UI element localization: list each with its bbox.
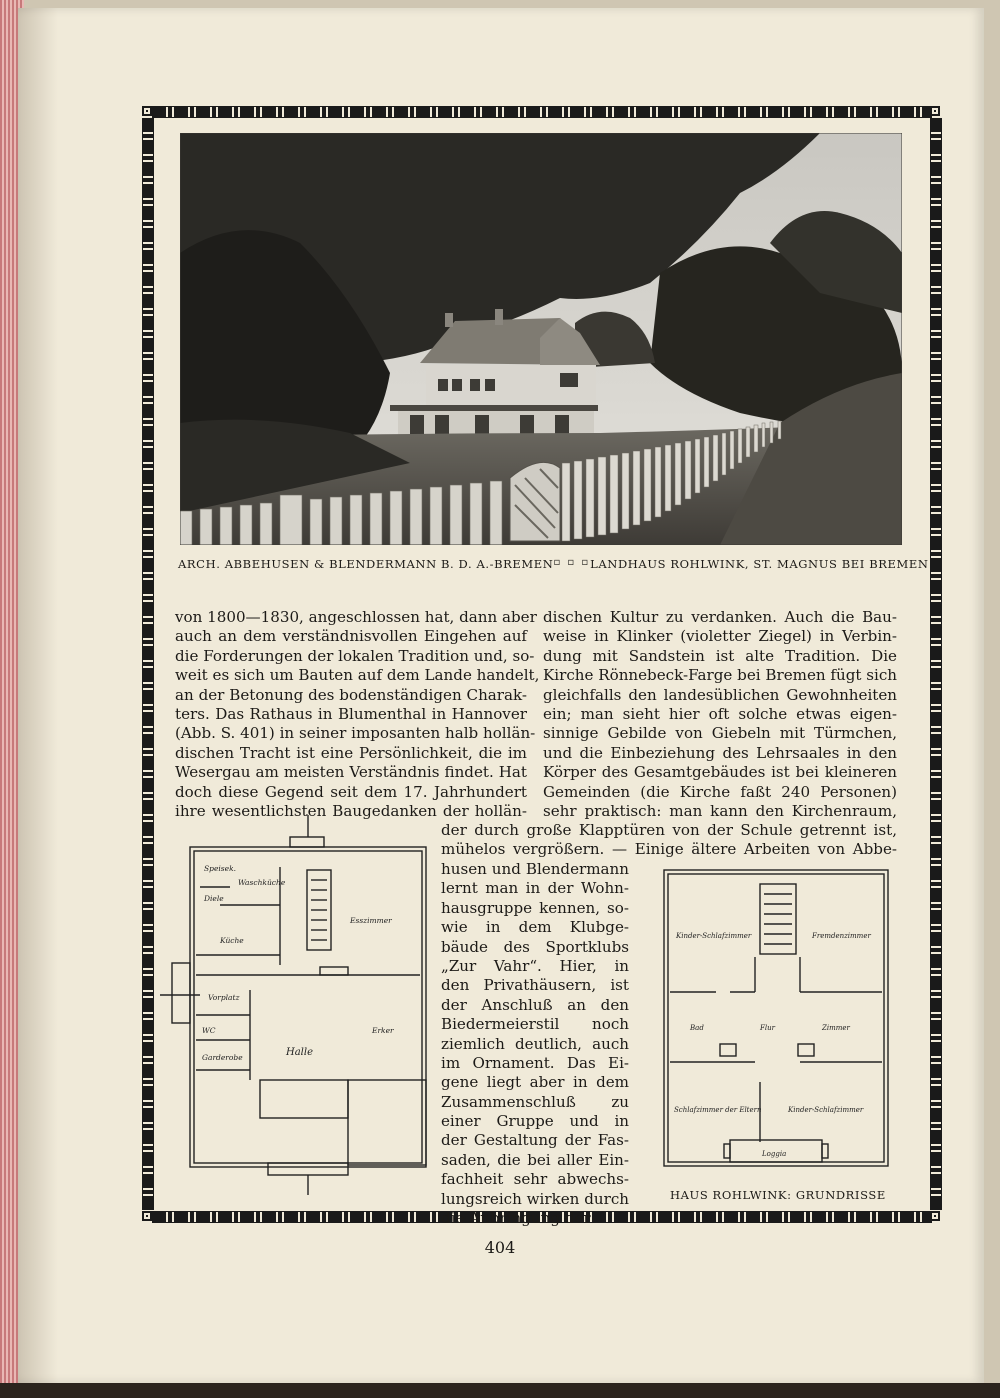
- frame-corner-ornament: [930, 1211, 940, 1221]
- text-line: ters. Das Rathaus in Blumenthal in Hannover: [175, 704, 527, 723]
- page-number: 404: [484, 1238, 516, 1257]
- text-column-right: [543, 608, 897, 821]
- caption-separator: ▫ ▫ ▫: [553, 557, 591, 568]
- plan-room-label: Kinder-Schlafzimmer: [676, 932, 752, 940]
- text-line: mühelos vergrößern. — Einige ältere Arbeiten von Abbe-: [441, 840, 897, 859]
- plan-room-label: Speisek.: [204, 864, 236, 873]
- frame-right-border: [930, 118, 942, 1210]
- text-line: weit es sich um Bauten auf dem Lande handelt,: [175, 666, 540, 685]
- ground-floor-plan: [160, 815, 435, 1195]
- frame-corner-ornament: [142, 1211, 152, 1221]
- plan-room-label: WC: [202, 1026, 216, 1035]
- plan-room-label: Esszimmer: [350, 916, 392, 925]
- plan-room-label: Kinder-Schlafzimmer: [788, 1106, 864, 1114]
- text-line: ziemlich deutlich, auch: [441, 1034, 629, 1053]
- frame-corner-ornament: [930, 106, 940, 116]
- house-photo-image: [180, 133, 902, 545]
- text-line: von 1800—1830, angeschlossen hat, dann aber: [175, 608, 537, 626]
- text-line: saden, die bei aller Ein-: [441, 1150, 629, 1169]
- text-line: der durch große Klapptüren von der Schule getrennt ist,: [441, 821, 897, 839]
- text-line: doch diese Gegend seit dem 17. Jahrhundert: [175, 782, 527, 801]
- text-line: hausgruppe kennen, so-: [441, 898, 629, 917]
- text-line: gene liegt aber in dem: [441, 1073, 629, 1092]
- text-line: Zusammenschluß zu: [441, 1092, 629, 1111]
- text-line: husen und Blendermann: [441, 860, 629, 878]
- text-line: die Anbringung der: [441, 1209, 591, 1228]
- text-line: (Abb. S. 401) in seiner imposanten halb hollän-: [175, 724, 536, 743]
- text-line: lungsreich wirken durch: [441, 1189, 629, 1208]
- caption-building: LANDHAUS ROHLWINK, ST. MAGNUS BEI BREMEN: [590, 557, 929, 571]
- text-column-middle: [441, 860, 629, 1228]
- plan-room-label: Flur: [760, 1024, 775, 1032]
- plan-room-label: Fremdenzimmer: [812, 932, 871, 940]
- text-line: „Zur Vahr“. Hier, in: [441, 956, 629, 975]
- spine-shadow: [18, 8, 58, 1383]
- landhaus-photograph: [180, 133, 902, 545]
- plan-room-label: Vorplatz: [208, 993, 240, 1002]
- text-line: an der Betonung des bodenständigen Charak-: [175, 685, 527, 704]
- frame-corner-ornament: [142, 106, 152, 116]
- plan-room-label: Diele: [204, 894, 224, 903]
- caption-architect: ARCH. ABBEHUSEN & BLENDERMANN B. D. A.-BREMEN: [178, 557, 554, 571]
- text-line: die Forderungen der lokalen Tradition und, so-: [175, 646, 535, 665]
- plan-room-label: Küche: [220, 936, 244, 945]
- text-line: dung mit Sandstein ist alte Tradition. Die: [543, 646, 897, 665]
- plan-room-label: Halle: [286, 1047, 313, 1058]
- frame-top-border: [152, 106, 932, 118]
- text-line: Kirche Rönnebeck-Farge bei Bremen fügt sich: [543, 666, 897, 685]
- frame-left-border: [142, 118, 154, 1210]
- plan-room-label: Erker: [372, 1026, 394, 1035]
- text-line: den Privathäusern, ist: [441, 976, 629, 995]
- text-line: bäude des Sportklubs: [441, 937, 629, 956]
- text-wide-lines: [441, 821, 897, 860]
- text-line: sehr praktisch: man kann den Kirchenraum,: [543, 801, 897, 820]
- text-line: ihre wesentlichsten Baugedanken der hollän-: [175, 801, 527, 820]
- text-line: gleichfalls den landesüblichen Gewohnheiten: [543, 685, 897, 704]
- text-line: dischen Tracht ist eine Persönlichkeit, die im: [175, 743, 527, 762]
- text-line: im Ornament. Das Ei-: [441, 1053, 629, 1072]
- upper-floor-plan: [660, 862, 892, 1182]
- plan-room-label: Waschküche: [238, 878, 286, 887]
- plan-room-label: Schlafzimmer der Eltern: [674, 1106, 762, 1114]
- text-line: wie in dem Klubge-: [441, 918, 629, 937]
- text-line: Biedermeierstil noch: [441, 1015, 629, 1034]
- text-line: ein; man sieht hier oft solche etwas eigen-: [543, 704, 897, 723]
- text-line: und die Einbeziehung des Lehrsaales in den: [543, 743, 897, 762]
- text-line: auch an dem verständnisvollen Eingehen auf: [175, 627, 527, 646]
- text-line: dischen Kultur zu verdanken. Auch die Bau-: [543, 608, 897, 626]
- scan-background: [0, 1383, 1000, 1398]
- text-line: einer Gruppe und in: [441, 1112, 629, 1131]
- text-line: Wesergau am meisten Verständnis findet. Hat: [175, 763, 527, 782]
- text-line: der Anschluß an den: [441, 995, 629, 1014]
- text-line: weise in Klinker (violetter Ziegel) in Verbin-: [543, 627, 897, 646]
- floor-plan-caption: HAUS ROHLWINK: GRUNDRISSE: [670, 1188, 886, 1202]
- text-line: fachheit sehr abwechs-: [441, 1170, 629, 1189]
- text-line: lernt man in der Wohn-: [441, 879, 629, 898]
- text-line: Gemeinden (die Kirche faßt 240 Personen): [543, 782, 897, 801]
- text-line: sinnige Gebilde von Giebeln mit Türmchen,: [543, 724, 897, 743]
- plan-room-label: Garderobe: [202, 1053, 243, 1062]
- text-line: der Gestaltung der Fas-: [441, 1131, 629, 1150]
- plan-room-label: Loggia: [762, 1150, 787, 1158]
- text-line: Körper des Gesamtgebäudes ist bei kleineren: [543, 763, 897, 782]
- plan-room-label: Zimmer: [822, 1024, 850, 1032]
- plan-room-label: Bad: [690, 1024, 704, 1032]
- text-column-left: [175, 608, 540, 821]
- photo-caption: [178, 557, 929, 571]
